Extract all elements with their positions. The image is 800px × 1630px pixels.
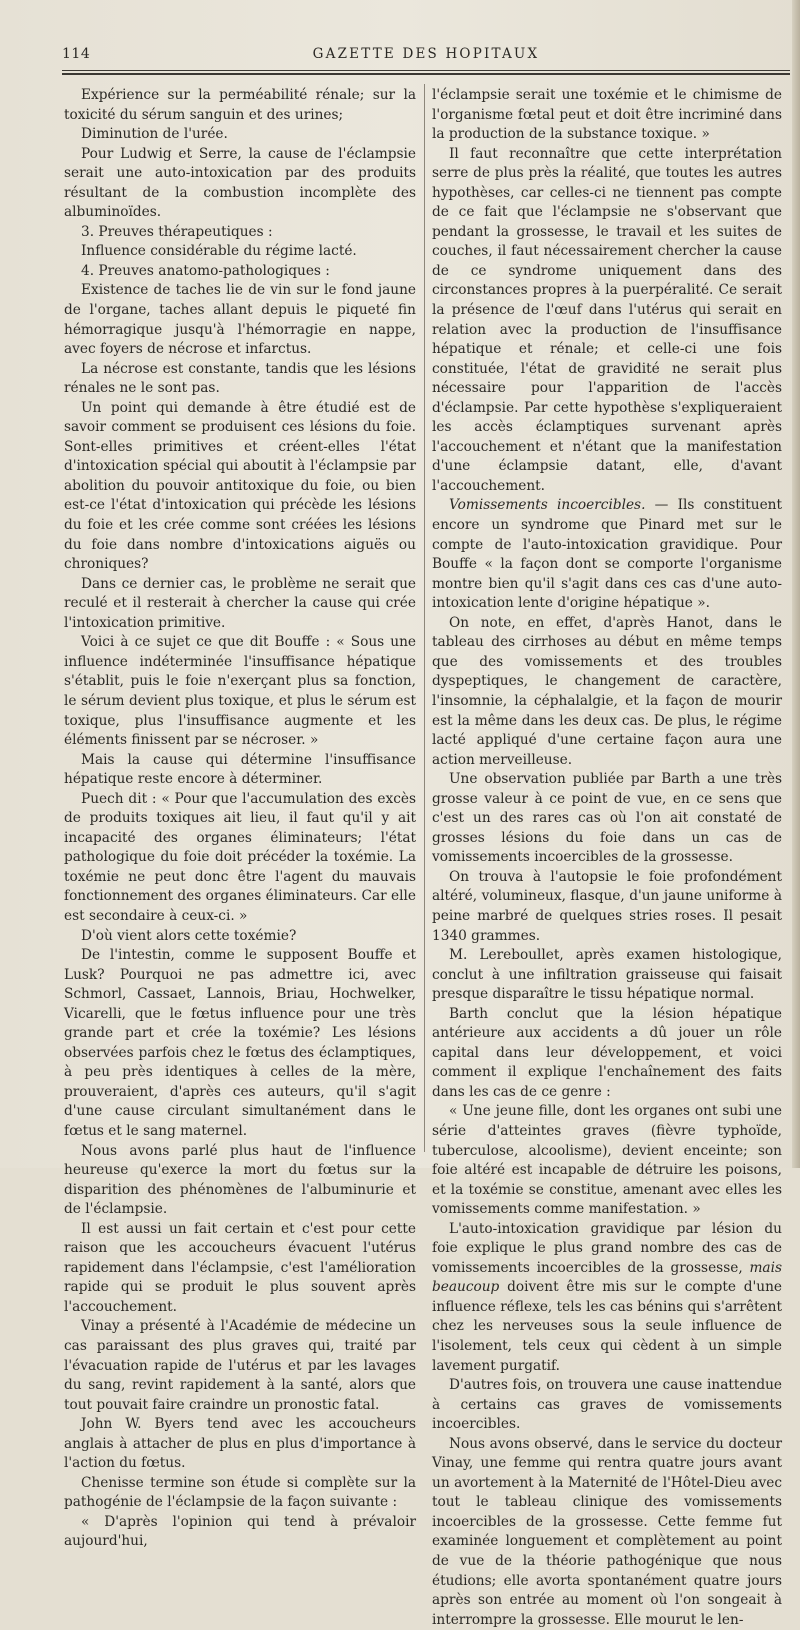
paragraph-text: John W. Byers tend avec les accoucheurs anglais à attacher de plus en plus d'importance à l'action du fœtus. [64, 1416, 416, 1472]
paragraph-text: « Une jeune fille, dont les organes ont subi une série d'atteintes graves (fièvre typhoïde, tuberculose, alcoolisme), devient enceinte; son foie altéré est incapable de détruire les poisons, et la toxémie se constitue, amenant avec elles les vomissements comme manifestation. » [432, 1103, 782, 1218]
header-rule-thick [62, 73, 790, 75]
paragraph [64, 242, 416, 262]
header-rule-thin [62, 70, 790, 71]
paragraph-text: Pour Ludwig et Serre, la cause de l'éclampsie serait une auto-intoxication par des produits résultant de la combustion incomplète des albuminoïdes. [64, 145, 416, 221]
paragraph-text: Influence considérable du régime lacté. [81, 243, 357, 260]
paragraph-text: De l'intestin, comme le supposent Bouffe et Lusk? Pourquoi ne pas admettre ici, avec Schmorl, Cassaet, Lannois, Briau, Hochwelker, Vicarelli, que le fœtus influence pour une très grande part et crée la toxémie? Les lésions observées parfois chez le fœtus des éclamptiques, à peu près identiques à celles de la mère, prouveraient, d'après ces auteurs, qu'il s'agit d'une cause circulant simultanément dans le fœtus et le sang maternel. [64, 947, 416, 1139]
paragraph [64, 946, 416, 1141]
right-column [432, 86, 782, 1630]
paragraph [432, 614, 782, 770]
paragraph [64, 399, 416, 575]
page-edge [792, 0, 800, 1168]
paragraph [64, 360, 416, 399]
section-heading: Vomissements incoercibles. [449, 497, 646, 514]
paragraph [64, 633, 416, 750]
paragraph [64, 1142, 416, 1220]
paragraph [64, 223, 416, 243]
paragraph [64, 125, 416, 145]
paragraph [432, 1005, 782, 1103]
page-number: 114 [62, 46, 91, 62]
paragraph-text: Existence de taches lie de vin sur le fond jaune de l'organe, taches allant depuis le piqueté fin hémorragique jusqu'à l'hémorragie en nappe, avec foyers de nécrose et infarctus. [64, 282, 416, 358]
paragraph [64, 575, 416, 634]
paragraph-text: D'où vient alors cette toxémie? [81, 927, 297, 944]
paragraph [432, 946, 782, 1005]
paragraph-text: On note, en effet, d'après Hanot, dans le tableau des cirrhoses au début en même temps que des vomissements et des troubles dyspeptiques, le changement de caractère, l'insomnie, la céphalalgie, et la façon de mourir est la même dans les deux cas. De plus, le régime lacté appliqué d'une certaine façon aura une action merveilleuse. [432, 614, 782, 768]
column-divider [424, 84, 425, 1152]
paragraph [64, 262, 416, 282]
page-header [62, 44, 790, 66]
paragraph-text: On trouva à l'autopsie le foie profondément altéré, volumineux, flasque, d'un jaune uniforme à peine marbré de quelques stries roses. Il pesait 1340 grammes. [432, 868, 782, 944]
paragraph-text: doivent être mis sur le compte d'une influence réflexe, tels les cas bénins qui s'arrêtent chez les nerveuses sous la seule influence de l'isolement, tels ceux qui cèdent à un simple lavement purgatif. [432, 1279, 782, 1374]
paragraph [432, 1102, 782, 1219]
paragraph-text: Puech dit : « Pour que l'accumulation des excès de produits toxiques ait lieu, il faut qu'il y ait incapacité des organes éliminateurs; l'état pathologique du foie doit précéder la toxémie. La toxémie ne peut donc être l'agent du mauvais fonctionnement des organes éliminateurs. Car elle est secondaire à ceux-ci. » [64, 790, 416, 924]
paragraph [64, 86, 416, 125]
paragraph-text: Diminution de l'urée. [81, 126, 228, 143]
paragraph [64, 1415, 416, 1474]
paragraph [432, 145, 782, 497]
paragraph-text: Mais la cause qui détermine l'insuffisance hépatique reste encore à déterminer. [64, 751, 416, 788]
left-column [64, 86, 416, 1552]
paragraph [64, 1317, 416, 1415]
paragraph-text: Nous avons parlé plus haut de l'influence heureuse qu'exerce la mort du fœtus sur la disparition des phénomènes de l'albuminurie et de l'éclampsie. [64, 1142, 416, 1218]
paragraph-text: Dans ce dernier cas, le problème ne serait que reculé et il resterait à chercher la cause qui crée l'intoxication primitive. [64, 575, 416, 631]
paragraph-text: Barth conclut que la lésion hépatique antérieure aux accidents a dû jouer un rôle capital dans leur développement, et voici comment il explique l'enchaînement des faits dans les cas de ce genre : [432, 1005, 782, 1100]
paragraph [432, 1220, 782, 1376]
paragraph-text: Un point qui demande à être étudié est de savoir comment se produisent ces lésions du foie. Sont-elles primitives et créent-elles l'état d'intoxication spécial qui aboutit à l'éclampsie par abolition du pouvoir antitoxique du foie, ou bien est-ce l'état d'intoxication qui précède les lésions du foie et les crée comme sont créées les lésions du foie dans nombre d'intoxications aiguës ou chroniques? [64, 399, 416, 573]
paragraph-text: 3. Preuves thérapeutiques : [81, 223, 273, 240]
emphasis-text: mais beaucoup [432, 1259, 782, 1296]
paragraph [64, 1513, 416, 1552]
paragraph [64, 751, 416, 790]
paragraph [64, 790, 416, 927]
paragraph [64, 1474, 416, 1513]
paragraph-text: M. Lereboullet, après examen histologique, conclut à une infiltration graisseuse qui faisait presque disparaître le tissu hépatique normal. [432, 947, 782, 1003]
paragraph-text: l'éclampsie serait une toxémie et le chimisme de l'organisme fœtal peut et doit être incriminé dans la production de la substance toxique. » [432, 87, 782, 143]
paragraph [64, 145, 416, 223]
paragraph [432, 868, 782, 946]
paragraph-text: La nécrose est constante, tandis que les lésions rénales ne le sont pas. [64, 360, 416, 397]
journal-title: GAZETTE DES HOPITAUX [312, 46, 540, 62]
paragraph [64, 1220, 416, 1318]
paragraph-text: « D'après l'opinion qui tend à prévaloir aujourd'hui, [64, 1513, 416, 1550]
paragraph [64, 927, 416, 947]
paragraph [432, 770, 782, 868]
paragraph-text: Voici à ce sujet ce que dit Bouffe : « Sous une influence indéterminée l'insuffisance hépatique s'établit, puis le foie n'exerçant plus sa fonction, le sérum devient plus toxique, et plus le sérum est toxique, plus l'insuffisance augmente et les éléments finissent par se nécroser. » [64, 634, 416, 749]
paragraph-text: Nous avons observé, dans le service du docteur Vinay, une femme qui rentra quatre jours avant un avortement à la Maternité de l'Hôtel-Dieu avec tout le tableau clinique des vomissements incoercibles de la grossesse. Cette femme fut examinée longuement et complètement au point de vue de la théorie pathogénique que nous étudions; elle avorta spontanément quatre jours après son entrée au moment où l'on songeait à interrompre la grossesse. Elle mourut le len- [432, 1435, 782, 1628]
paragraph-text: — Ils constituent encore un syndrome que Pinard met sur le compte de l'auto-intoxication gravidique. Pour Bouffe « la façon dont se comporte l'organisme montre bien qu'il s'agit dans ces cas d'une auto-intoxication lente d'origine hépatique ». [432, 497, 783, 612]
paragraph-text: Expérience sur la perméabilité rénale; sur la toxicité du sérum sanguin et des urines; [64, 87, 416, 123]
paragraph-text: Il est aussi un fait certain et c'est pour cette raison que les accoucheurs évacuent l'utérus rapidement dans l'éclampsie, c'est l'amélioration rapide qui se produit le plus souvent après l'accouchement. [64, 1220, 416, 1315]
paragraph-text: Une observation publiée par Barth a une très grosse valeur à ce point de vue, en ce sens que c'est un des rares cas où l'on ait constaté de grosses lésions du foie dans un cas de vomissements incoercibles de la grossesse. [432, 771, 782, 866]
paragraph-text: Vinay a présenté à l'Académie de médecine un cas paraissant des plus graves qui, traité par l'évacuation rapide de l'utérus et par les lavages du sang, revint rapidement à la santé, alors que tout pouvait faire craindre un pronostic fatal. [64, 1318, 416, 1413]
paragraph-text: 4. Preuves anatomo-pathologiques : [81, 262, 330, 279]
paragraph-text: Il faut reconnaître que cette interprétation serre de plus près la réalité, que toutes les autres hypothèses, car celles-ci ne tiennent pas compte de ce fait que l'éclampsie ne s'observant que pendant la grossesse, le travail et les suites de couches, il faut nécessairement chercher la cause de ce syndrome uniquement dans des circonstances propres à la puerpéralité. Ce serait la présence de l'œuf dans l'utérus qui serait en relation avec la production de l'insuffisance hépatique et rénale; et celle-ci une fois constituée, l'état de gravidité ne serait plus nécessaire pour l'apparition de l'accès d'éclampsie. Par cette hypothèse s'expliqueraient les accès éclamptiques survenant après l'accouchement et n'étant que la manifestation d'une éclampsie datant, elle, d'avant l'accouchement. [432, 145, 782, 494]
paragraph-text: Chenisse termine son étude si complète sur la pathogénie de l'éclampsie de la façon suivante : [64, 1474, 416, 1511]
paragraph [432, 1435, 782, 1630]
paragraph [64, 281, 416, 359]
paragraph-text: L'auto-intoxication gravidique par lésion du foie explique le plus grand nombre des cas de vomissements incoercibles de la grossesse, [432, 1220, 782, 1276]
paragraph [432, 86, 782, 145]
paragraph [432, 1376, 782, 1435]
paragraph [432, 496, 782, 613]
paragraph-text: D'autres fois, on trouvera une cause inattendue à certains cas graves de vomissements incoercibles. [432, 1377, 782, 1433]
